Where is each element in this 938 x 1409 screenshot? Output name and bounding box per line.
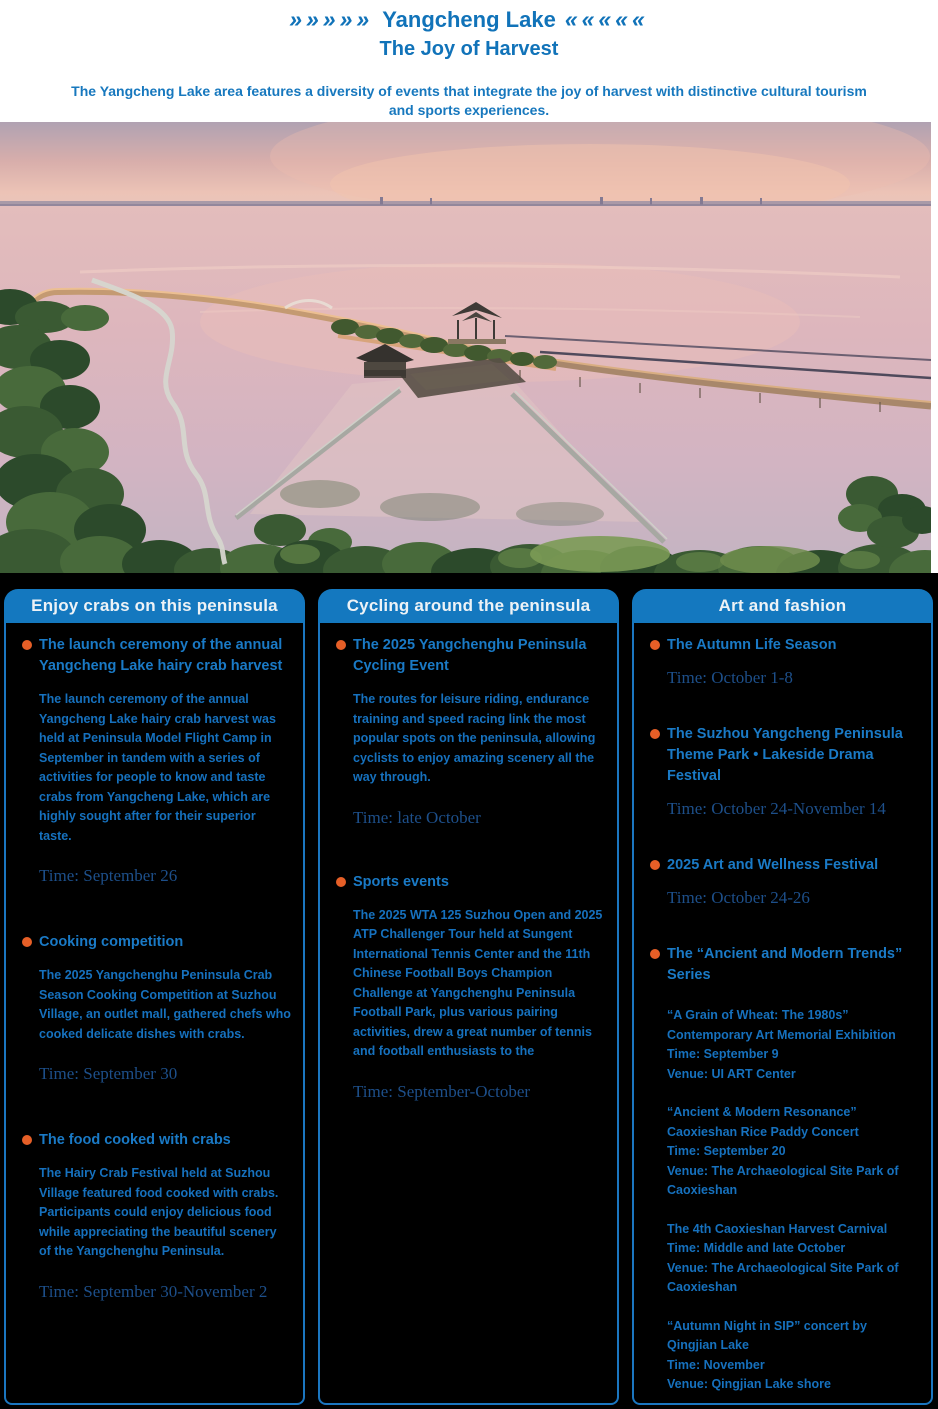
event-item <box>22 1130 291 1302</box>
bullet-icon <box>22 1135 32 1145</box>
event-column <box>632 589 933 1405</box>
sub-event-line: Time: September 20 <box>667 1144 786 1158</box>
sub-event-line: Time: September 9 <box>667 1047 779 1061</box>
bullet-icon <box>22 937 32 947</box>
event-time: Time: September 30-November 2 <box>39 1281 268 1301</box>
page-title: Yangcheng Lake <box>382 6 556 32</box>
event-item <box>336 635 605 828</box>
sub-event-line: “Ancient & Modern Resonance” <box>667 1105 857 1119</box>
column-header-tab <box>632 589 933 623</box>
event-item <box>650 635 919 688</box>
sub-event <box>667 1220 919 1298</box>
event-description: The launch ceremony of the annual Yangcheng Lake hairy crab harvest was held at Peninsula Model Flight Camp in September in tandem with a series of activities for people to know and taste crabs from Yangcheng Lake, which are highly sought after for their superior taste. <box>39 692 276 843</box>
sub-event-line: Venue: The Archaeological Site Park of Caoxieshan <box>667 1260 899 1294</box>
event-description: The routes for leisure riding, endurance training and speed racing link the most popular spots on the peninsula, allowing cyclists to enjoy amazing scenery all the way through. <box>353 692 596 784</box>
lake-photo-illustration <box>0 122 931 573</box>
sub-event-line: Contemporary Art Memorial Exhibition <box>667 1027 896 1042</box>
events-board <box>0 573 938 1409</box>
event-heading: The 2025 Yangchenghu Peninsula Cycling Event <box>353 637 587 674</box>
event-heading: The “Ancient and Modern Trends” Series <box>667 946 903 983</box>
event-item <box>22 932 291 1084</box>
sub-event-line: Venue: The Archaeological Site Park of Caoxieshan <box>667 1163 899 1197</box>
sub-event <box>667 1317 919 1395</box>
bullet-icon <box>22 640 32 650</box>
page-subtitle: The Joy of Harvest <box>379 38 559 60</box>
event-item <box>650 944 919 1395</box>
event-description: The Hairy Crab Festival held at Suzhou Village featured food cooked with crabs. Participants could enjoy delicious food while appreciating the beautiful scenery of the Yangchenghu Peninsula. <box>39 1166 279 1258</box>
event-time: Time: late October <box>353 807 481 827</box>
event-description: The 2025 Yangchenghu Peninsula Crab Season Cooking Competition at Suzhou Village, an outlet mall, gathered chefs who cooked delicate dishes with crabs. <box>39 968 291 1041</box>
sub-event <box>667 1103 919 1201</box>
event-time: Time: September 30 <box>39 1064 178 1083</box>
sub-event-line: Venue: Qingjian Lake shore <box>667 1377 831 1391</box>
event-heading: 2025 Art and Wellness Festival <box>667 857 879 873</box>
chevrons-left-icon: ««««« <box>564 6 649 32</box>
sub-event-line: “A Grain of Wheat: The 1980s” <box>667 1008 849 1022</box>
event-heading: The Suzhou Yangcheng Peninsula Theme Park • Lakeside Drama Festival <box>667 726 903 784</box>
event-card <box>632 623 933 1405</box>
event-heading: Sports events <box>353 873 449 890</box>
event-column <box>318 589 619 1405</box>
event-item <box>336 872 605 1102</box>
sub-event-list <box>667 1006 919 1395</box>
sub-event <box>667 1006 919 1084</box>
event-time: Time: September-October <box>353 1081 531 1101</box>
page-title-line <box>0 6 938 33</box>
bullet-icon <box>650 729 660 739</box>
event-item <box>650 855 919 908</box>
chevrons-right-icon: »»»»» <box>289 6 374 32</box>
event-time: Time: October 24-26 <box>667 888 810 907</box>
event-card <box>4 623 305 1405</box>
column-header-label: Cycling around the peninsula <box>346 596 591 615</box>
column-header-tab <box>318 589 619 623</box>
column-header-label: Art and fashion <box>718 596 847 615</box>
bullet-icon <box>336 640 346 650</box>
event-heading: The Autumn Life Season <box>667 637 837 653</box>
top-section <box>0 0 938 573</box>
event-item <box>22 635 291 886</box>
event-card <box>318 623 619 1405</box>
sub-event-line: Time: November <box>667 1357 765 1372</box>
sub-event-line: “Autumn Night in SIP” concert by Qingjian Lake <box>667 1318 868 1352</box>
bullet-icon <box>336 877 346 887</box>
sub-event-line: Caoxieshan Rice Paddy Concert <box>667 1124 859 1139</box>
event-heading: The food cooked with crabs <box>39 1132 231 1148</box>
page-header <box>0 0 938 122</box>
event-heading: Cooking competition <box>39 934 184 950</box>
event-heading: The launch ceremony of the annual Yangcheng Lake hairy crab harvest <box>39 637 283 674</box>
sub-event-line: The 4th Caoxieshan Harvest Carnival <box>667 1221 888 1236</box>
bullet-icon <box>650 640 660 650</box>
event-column <box>4 589 305 1405</box>
event-time: Time: October 1-8 <box>667 668 793 687</box>
event-time: Time: September 26 <box>39 866 178 885</box>
event-time: Time: October 24-November 14 <box>667 799 886 818</box>
event-description: The 2025 WTA 125 Suzhou Open and 2025 ATP Challenger Tour held at Sungent International Tennis Center and the 11th Chinese Football Boys Champion Challenge at Yangchenghu Peninsula Football Park, plus various pairing activities, drew a great number of tennis and football enthusiasts to the <box>353 907 603 1058</box>
bullet-icon <box>650 949 660 959</box>
lake-photo <box>0 122 931 573</box>
sub-event-line: Venue: UI ART Center <box>667 1066 796 1081</box>
intro-text: The Yangcheng Lake area features a diversity of events that integrate the joy of harvest with distinctive cultural tourism and sports experiences. <box>71 83 867 118</box>
column-header-tab <box>4 589 305 623</box>
bullet-icon <box>650 860 660 870</box>
sub-event-line: Time: Middle and late October <box>667 1241 846 1255</box>
column-header-label: Enjoy crabs on this peninsula <box>31 596 278 615</box>
event-item <box>650 724 919 819</box>
